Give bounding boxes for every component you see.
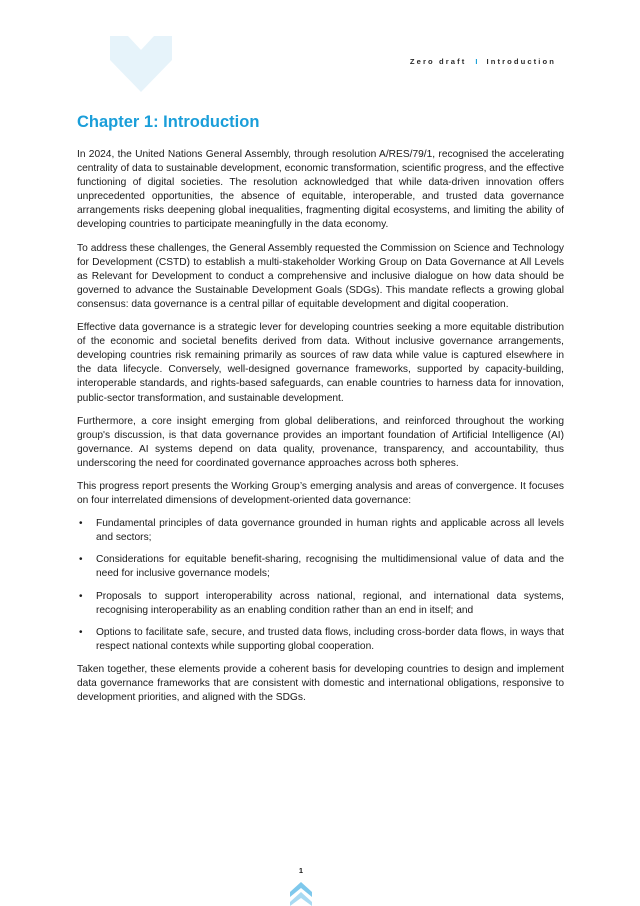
header-section: Introduction bbox=[486, 57, 556, 66]
paragraph: Furthermore, a core insight emerging from global deliberations, and reinforced throughout the working group's discussion, is that data governance provides an important foundation of Artificial Intelligence (AI) governance. AI systems depend on data quality, provenance, transparency, and accountability, thus underscoring the need for coordinated governance approaches across both spheres. bbox=[77, 415, 564, 469]
bullet-item: • Proposals to support interoperability across national, regional, and international data systems, recognising interoperability as an enabling condition rather than an end in itself; and bbox=[77, 590, 564, 618]
header-doc-status: Zero draft bbox=[409, 57, 467, 66]
bullet-item: • Options to facilitate safe, secure, and trusted data flows, including cross-border data flows, in ways that respect national contexts while supporting global cooperation. bbox=[77, 626, 564, 654]
paragraph: Effective data governance is a strategic lever for developing countries seeking a more equitable distribution of the economic and societal benefits derived from data. Without inclusive governance arrangements, developing countries risk remaining primarily as sources of raw data while value is captured elsewhere in the data lifecycle. Conversely, well-designed governance frameworks, supported by capacity-building, interoperable standards, and rights-based safeguards, can enable countries to harness data for innovation, public-sector transformation, and sustainable development. bbox=[77, 322, 564, 404]
paragraph: In 2024, the United Nations General Assembly, through resolution A/RES/79/1, recognised the accelerating centrality of data to sustainable development, economic transformation, scientific progress, and the effective functioning of digital societies. The resolution acknowledged that while data-driven innovation offers unprecedented opportunities, the absence of equitable, interoperable, and trusted data governance arrangements risks deepening global inequalities, fragmenting digital ecosystems, and limiting the ability of developing countries to participate meaningfully in the data economy. bbox=[77, 149, 564, 231]
paragraph: This progress report presents the Working Group’s emerging analysis and areas of convergence. It focuses on four interrelated dimensions of development-oriented data governance: bbox=[77, 480, 564, 507]
paragraph: To address these challenges, the General Assembly requested the Commission on Science and Technology for Development (CSTD) to establish a multi-stakeholder Working Group on Data Governance at All Levels as Relevant for Development to conduct a comprehensive and inclusive dialogue on how data should be governed to advance the Sustainable Development Goals (SDGs). This mandate reflects a growing global consensus: data governance is a central pillar of equitable development and digital cooperation. bbox=[77, 242, 564, 310]
chevron-logo-icon bbox=[110, 36, 172, 92]
chapter-title: Chapter 1: Introduction bbox=[77, 113, 260, 131]
bullet-item: • Considerations for equitable benefit-sharing, recognising the multidimensional value of data and the need for inclusive governance models; bbox=[77, 553, 564, 581]
body-text bbox=[77, 148, 564, 714]
double-chevron-up-icon bbox=[290, 882, 312, 906]
page-number: 1 bbox=[298, 866, 304, 875]
bullet-list bbox=[77, 517, 564, 654]
header-separator: I bbox=[475, 57, 478, 66]
running-header bbox=[400, 57, 556, 66]
bullet-item: • Fundamental principles of data governance grounded in human rights and applicable across all levels and sectors; bbox=[77, 517, 564, 545]
closing-paragraph: Taken together, these elements provide a coherent basis for developing countries to design and implement data governance frameworks that are consistent with domestic and international obligations, responsive to development priorities, and aligned with the SDGs. bbox=[77, 663, 564, 704]
